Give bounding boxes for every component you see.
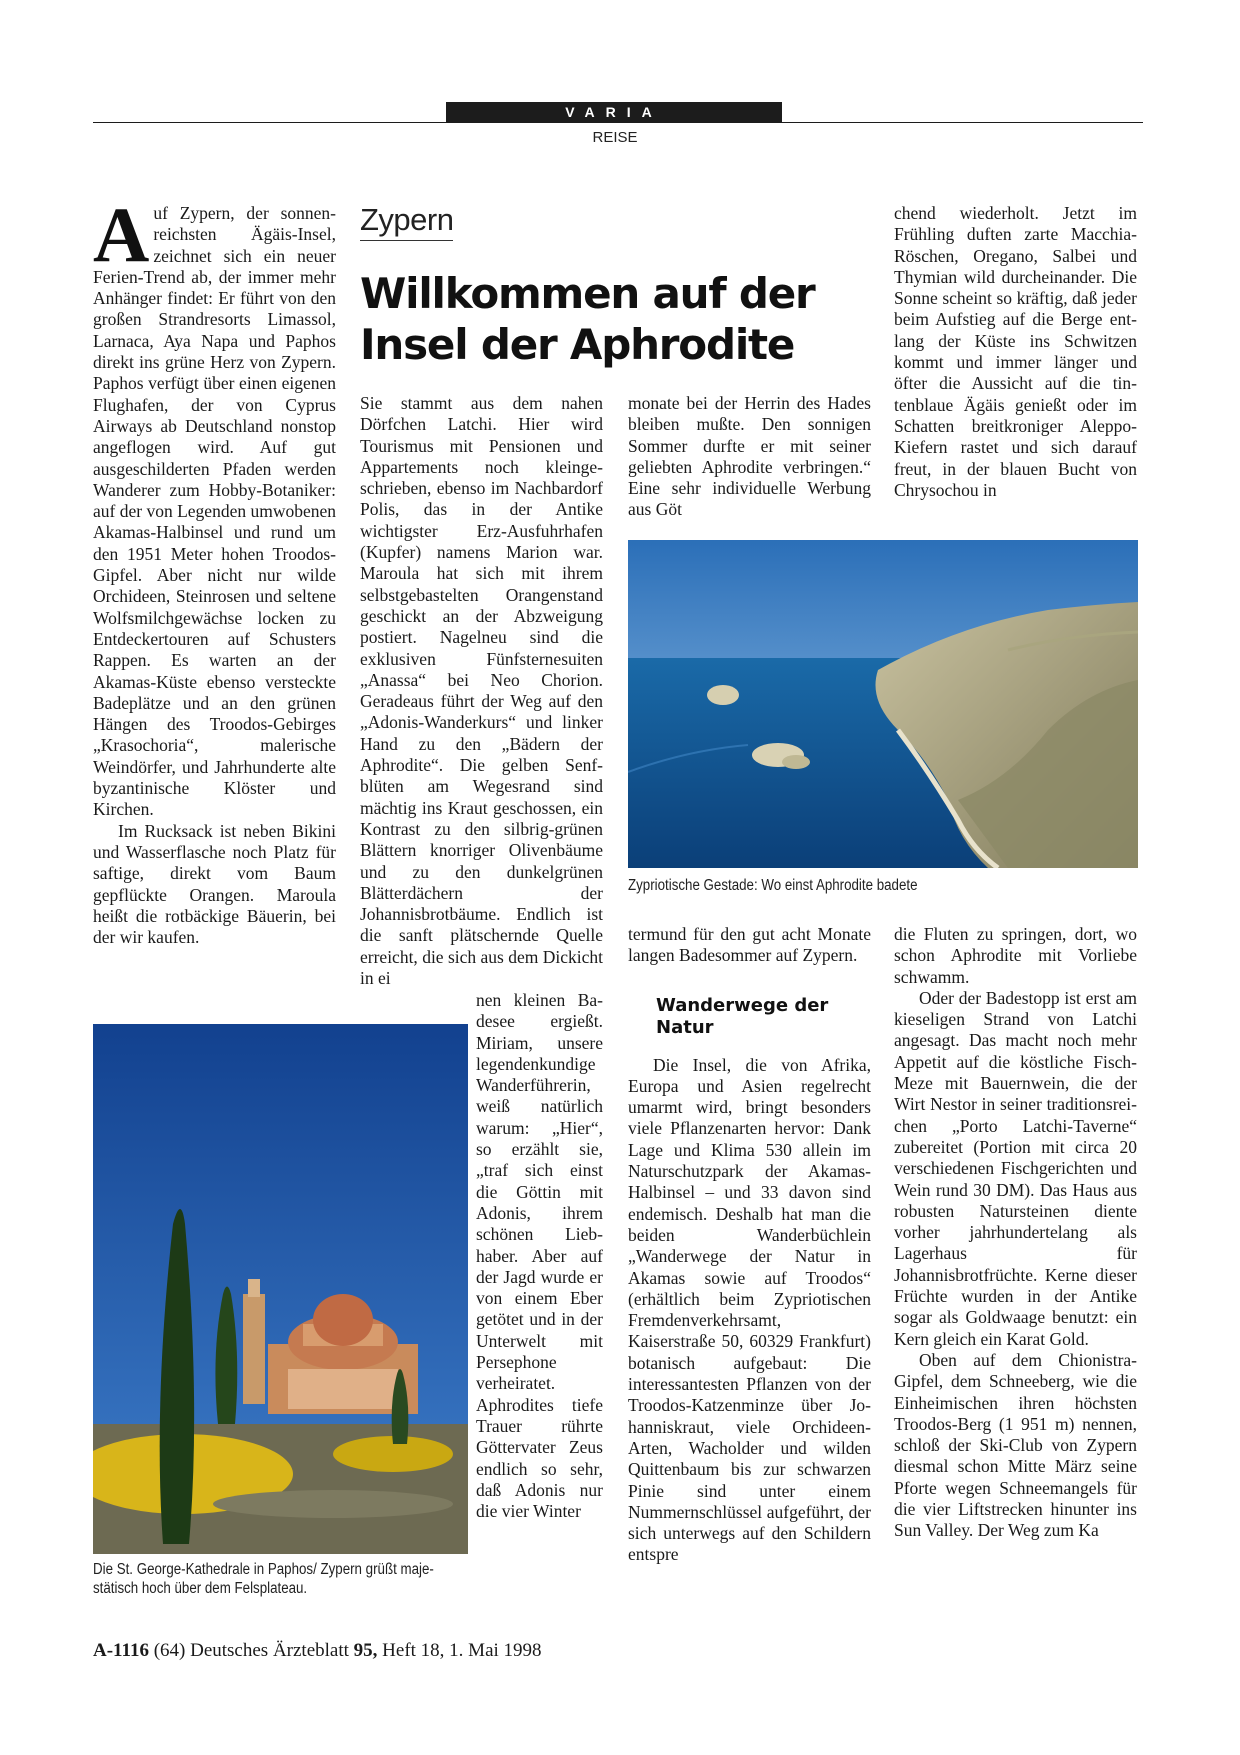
- paragraph: uf Zypern, der sonnenreichsten Ägäis-Insel, zeichnet sich ein neuer Ferien-Trend ab, der immer mehr Anhänger findet: Er führt von den großen Strandresorts Limassol, Larnaca, Aya Napa und Paphos direkt ins grüne Herz von Zypern. Paphos verfügt über einen eigenen Flughafen, der von Cyprus Airways ab Deutschland nonstop angeflogen wird. Auf gut ausgeschilderten Pfaden werden Wanderer zum Hobby-Botaniker: auf der von Legenden umwobenen Akamas-Halbinsel und rund um den 1951 Meter hohen Troodos-Gipfel. Aber nicht nur wilde Orchideen, Steinrosen und seltene Wolfsmilchgewächse locken zu Entdeckertouren auf Schusters Rappen. Es warten an der Akamas-Küste ebenso versteckte Badeplätze und an den grünen Hängen des Troodos-Gebirges „Krasochoria“, malerische Weindörfer, und Jahrhunderte alte byzantinische Klöster und Kirchen.: [93, 203, 336, 820]
- journal-volume: 95,: [353, 1640, 378, 1661]
- header-rule: [93, 122, 1143, 123]
- paragraph: die Fluten zu springen, dort, wo schon Aphrodite mit Vorliebe schwamm.: [894, 924, 1137, 987]
- text-column-4-top: [894, 203, 1137, 501]
- paragraph: Oben auf dem Chionistra-Gipfel, dem Schneeberg, wie die Einheimischen ihren höchsten Troodos-Berg (1 951 m) nennen, schloß der Ski-Club von Zypern diesmal schon Mitte März seine Pforte wegen Schneemangels für die vier Liftstrecken hinunter ins Sun Valley. Der Weg zum Ka: [894, 1349, 1137, 1541]
- drop-cap: A: [93, 191, 150, 278]
- paragraph: chend wiederholt. Jetzt im Frühling duften zarte Macchia-Röschen, Oregano, Salbei und Thymian wild durcheinander. Die Sonne scheint so kräftig, daß jeder beim Aufstieg auf die Berge entlang der Küste ins Schwitzen kommt und immer länger und öfter die Aussicht auf die tintenblaue Ägäis genießt oder im Schatten breitkroniger Aleppo-Kiefern rastet und sich darauf freut, in der blauen Bucht von Chrysochou in: [894, 203, 1137, 500]
- issue-info: Heft 18, 1. Mai 1998: [382, 1640, 542, 1661]
- section-bar: VARIA: [446, 102, 782, 122]
- paragraph: Im Rucksack ist neben Bikini und Wasserflasche noch Platz für saftige, direkt vom Baum gepflückte Orangen. Maroula heißt die rotbäckige Bäuerin, bei der wir kaufen.: [93, 820, 336, 948]
- paragraph: termund für den gut acht Monate langen Badesommer auf Zypern.: [628, 924, 871, 966]
- text-column-4-bottom: [894, 924, 1137, 1542]
- church-caption: Die St. George-Kathedrale in Paphos/ Zypern grüßt majestätisch hoch über dem Felsplateau.: [93, 1561, 434, 1597]
- page-footer: [93, 1640, 542, 1662]
- page-number-paren: (64): [153, 1640, 186, 1661]
- text-column-2: [360, 393, 603, 989]
- coastline-photo: [628, 540, 1138, 868]
- church-photo: [93, 1024, 468, 1554]
- text-column-2-narrow: [476, 990, 603, 1522]
- paragraph: Oder der Badestopp ist erst am kieseligen Strand von Latchi angesagt. Das macht noch mehr Appetit auf die köstliche Fisch-Meze mit Bauernwein, die der Wirt Nestor in seiner traditionsreichen „Porto Latchi-Taverne“ zubereitet (Portion mit circa 20 verschiedenen Fischgerichten und Wein rund 30 DM). Das Haus aus robusten Natursteinen diente vorher jahrhundertelang als Lagerhaus für Johannisbrotfrüchte. Kerne dieser Früchte wurden in der Antike sogar als Goldwaage benutzt: ein Kern gleich ein Karat Gold.: [894, 987, 1137, 1349]
- text-column-3-top: [628, 393, 871, 521]
- journal-name: Deutsches Ärzteblatt: [190, 1640, 349, 1661]
- text-column-3-bottom: [628, 924, 871, 1566]
- paragraph: monate bei der Herrin des Hades bleiben mußte. Den sonnigen Sommer durfte er mit seiner geliebten Aphrodite verbringen.“ Eine sehr individuelle Werbung aus Göt: [628, 393, 871, 520]
- coastline-caption: Zypriotische Gestade: Wo einst Aphrodite badete: [628, 877, 918, 894]
- subheading: Wanderwege der Natur: [656, 994, 829, 1038]
- subsection-label: REISE: [592, 129, 638, 146]
- page-number: A-1116: [93, 1640, 149, 1661]
- paragraph: nen kleinen Badesee ergießt. Miriam, unsere legendenkundige Wanderführerin, weiß natürlich warum: „Hier“, so erzählt sie, „traf sich einst die Göttin mit Adonis, ihrem schönen Liebhaber. Aber auf der Jagd wurde er von einem Eber getötet und in der Unterwelt mit Persephone verheiratet. Aphrodites tiefe Trauer rührte Göttervater Zeus endlich so sehr, daß Adonis nur die vier Winter: [476, 990, 603, 1522]
- text-column-1: [93, 191, 336, 948]
- paragraph: Die Insel, die von Afrika, Europa und Asien regelrecht umarmt wird, bringt besonders viele Pflanzenarten hervor: Dank Lage und Klima 530 allein im Naturschutzpark der Akamas-Halbinsel – und 33 davon sind endemisch. Deshalb hat man die beiden Wanderbüchlein „Wanderwege der Natur in Akamas sowie auf Troodos“ (erhältlich beim Zypriotischen Fremdenverkehrsamt, Kaiserstraße 50, 60329 Frankfurt) botanisch aufgebaut: Die interessantesten Pflanzen von der Troodos-Katzenminze über Johanniskraut, viele Orchideen-Arten, Wacholder und wilden Quittenbaum bis zur schwarzen Pinie sind unter einem Nummernschlüssel aufgeführt, der sich unterwegs auf den Schildern entspre: [628, 1054, 871, 1565]
- article-headline: Willkommen auf der Insel der Aphrodite: [360, 269, 815, 369]
- article-kicker: Zypern: [360, 202, 453, 241]
- paragraph: Sie stammt aus dem nahen Dörfchen Latchi. Hier wird Tourismus mit Pensionen und Appartements noch kleingeschrieben, ebenso im Nachbardorf Polis, das in der Antike wichtigster Erz-Ausfuhrhafen (Kupfer) namens Marion war. Maroula hat sich mit ihrem selbstgebastelten Orangenstand geschickt an der Abzweigung postiert. Nagelneu sind die exklusiven Fünfsternesuiten „Anassa“ bei Neo Chorion. Geradeaus führt der Weg auf den „Adonis-Wanderkurs“ und linker Hand zu den „Bädern der Aphrodite“. Die gelben Senfblüten am Wegesrand sind mächtig ins Kraut geschossen, ein Kontrast zu den silbrig-grünen Blättern knorriger Olivenbäume und zu den dunkelgrünen Blätterdächern der Johannisbrotbäume. Endlich ist die sanft plätschernde Quelle erreicht, die sich aus dem Dickicht in ei: [360, 393, 603, 989]
